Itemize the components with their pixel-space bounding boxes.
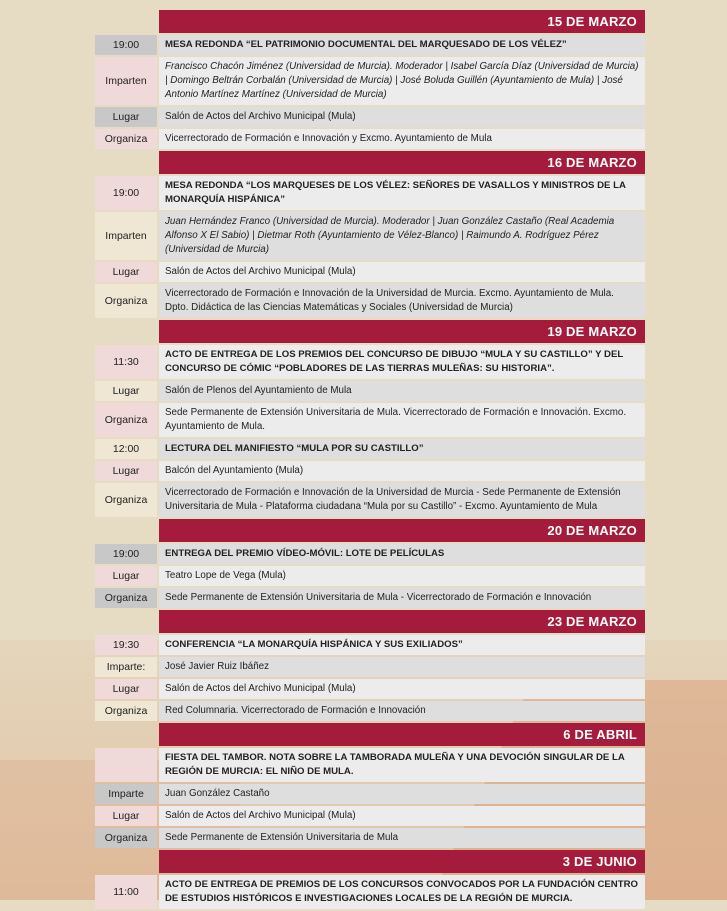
row-label <box>95 748 157 782</box>
row-value: LECTURA DEL MANIFIESTO “MULA POR SU CASTILLO” <box>159 439 645 459</box>
row-value: Red Columnaria. Vicerrectorado de Formación e Innovación <box>159 701 645 721</box>
row-value: Vicerrectorado de Formación e Innovación de la Universidad de Murcia. Excmo. Ayuntamiento de Mula. Dpto. Didáctica de las Ciencias Matemáticas y Sociales (Universidad de Murcia) <box>159 284 645 318</box>
row-value: ACTO DE ENTREGA DE PREMIOS DE LOS CONCURSOS CONVOCADOS POR LA FUNDACIÓN CENTRO DE ESTUDIOS HISTÓRICOS E INVESTIGACIONES LOCALES DE LA REGIÓN DE MURCIA. <box>159 875 645 909</box>
row-value: Sede Permanente de Extensión Universitaria de Mula <box>159 828 645 848</box>
schedule-row <box>95 107 645 127</box>
row-value: CONFERENCIA “LA MONARQUÍA HISPÁNICA Y SUS EXILIADOS” <box>159 635 645 655</box>
schedule-table <box>95 10 645 911</box>
row-label: 19:00 <box>95 176 157 210</box>
row-label: Organiza <box>95 701 157 721</box>
row-value: MESA REDONDA “EL PATRIMONIO DOCUMENTAL DEL MARQUESADO DE LOS VÉLEZ” <box>159 35 645 55</box>
row-value: Sede Permanente de Extensión Universitaria de Mula. Vicerrectorado de Formación e Innovación. Excmo. Ayuntamiento de Mula. <box>159 403 645 437</box>
schedule-row <box>95 679 645 699</box>
schedule-row <box>95 262 645 282</box>
date-header: 15 DE MARZO <box>159 10 645 33</box>
schedule-row <box>95 701 645 721</box>
schedule-day <box>95 151 645 320</box>
row-value: Balcón del Ayuntamiento (Mula) <box>159 461 645 481</box>
schedule-day <box>95 610 645 723</box>
row-value: José Javier Ruiz Ibáñez <box>159 657 645 677</box>
row-label: 19:00 <box>95 544 157 564</box>
schedule-day <box>95 10 645 151</box>
row-label: Organiza <box>95 284 157 318</box>
row-label: 19:00 <box>95 35 157 55</box>
row-value: MESA REDONDA “LOS MARQUESES DE LOS VÉLEZ: SEÑORES DE VASALLOS Y MINISTROS DE LA MONARQUÍA HISPÁNICA” <box>159 176 645 210</box>
row-label: Organiza <box>95 403 157 437</box>
row-label: Organiza <box>95 828 157 848</box>
row-value: Juan González Castaño <box>159 784 645 804</box>
row-label: 19:30 <box>95 635 157 655</box>
date-header: 6 DE ABRIL <box>159 723 645 746</box>
date-header: 3 DE JUNIO <box>159 850 645 873</box>
schedule-row <box>95 129 645 149</box>
row-value: Teatro Lope de Vega (Mula) <box>159 566 645 586</box>
schedule-day <box>95 320 645 519</box>
schedule-row <box>95 784 645 804</box>
row-value: FIESTA DEL TAMBOR. NOTA SOBRE LA TAMBORADA MULEÑA Y UNA DEVOCIÓN SINGULAR DE LA REGIÓN DE MURCIA: EL NIÑO DE MULA. <box>159 748 645 782</box>
schedule-day <box>95 723 645 850</box>
date-header: 20 DE MARZO <box>159 519 645 542</box>
schedule-row <box>95 176 645 210</box>
row-label: Imparte <box>95 784 157 804</box>
row-label: Organiza <box>95 129 157 149</box>
row-value: ACTO DE ENTREGA DE LOS PREMIOS DEL CONCURSO DE DIBUJO “MULA Y SU CASTILLO” Y DEL CONCURSO DE CÓMIC “POBLADORES DE LAS TIERRAS MULEÑAS: SU HISTORIA”. <box>159 345 645 379</box>
row-value: Salón de Actos del Archivo Municipal (Mula) <box>159 806 645 826</box>
row-value: Vicerrectorado de Formación e Innovación y Excmo. Ayuntamiento de Mula <box>159 129 645 149</box>
schedule-row <box>95 828 645 848</box>
row-label: Lugar <box>95 262 157 282</box>
schedule-row <box>95 806 645 826</box>
row-label: Lugar <box>95 461 157 481</box>
row-label: Imparte: <box>95 657 157 677</box>
row-value: Salón de Actos del Archivo Municipal (Mula) <box>159 262 645 282</box>
row-label: Imparten <box>95 57 157 105</box>
row-label: Organiza <box>95 483 157 517</box>
schedule-row <box>95 588 645 608</box>
date-header: 19 DE MARZO <box>159 320 645 343</box>
row-value: Juan Hernández Franco (Universidad de Murcia). Moderador | Juan González Castaño (Real Academia Alfonso X El Sabio) | Dietmar Roth (Ayuntamiento de Vélez-Blanco) | Raimundo A. Rodríguez Pérez (Universidad de Murcia) <box>159 212 645 260</box>
schedule-row <box>95 35 645 55</box>
row-value: ENTREGA DEL PREMIO VÍDEO-MÓVIL: LOTE DE PELÍCULAS <box>159 544 645 564</box>
schedule-row <box>95 403 645 437</box>
row-value: Francisco Chacón Jiménez (Universidad de Murcia). Moderador | Isabel García Díaz (Universidad de Murcia) | Domingo Beltrán Corbalán (Universidad de Murcia) | José Boluda Guillén (Ayuntamiento de Mula) | José Antonio Martínez Martínez (Universidad de Murcia) <box>159 57 645 105</box>
row-value: Vicerrectorado de Formación e Innovación de la Universidad de Murcia - Sede Permanente de Extensión Universitaria de Mula - Plataforma ciudadana “Mula por su Castillo” - Excmo. Ayuntamiento de Mula <box>159 483 645 517</box>
row-label: Imparten <box>95 212 157 260</box>
schedule-row <box>95 748 645 782</box>
schedule-day <box>95 850 645 911</box>
schedule-row <box>95 461 645 481</box>
schedule-row <box>95 483 645 517</box>
schedule-row <box>95 544 645 564</box>
date-header: 23 DE MARZO <box>159 610 645 633</box>
row-label: Lugar <box>95 107 157 127</box>
row-label: 11:30 <box>95 345 157 379</box>
row-label: Lugar <box>95 566 157 586</box>
date-header: 16 DE MARZO <box>159 151 645 174</box>
schedule-row <box>95 381 645 401</box>
schedule-row <box>95 284 645 318</box>
schedule-row <box>95 635 645 655</box>
schedule-row <box>95 657 645 677</box>
schedule-row <box>95 345 645 379</box>
row-label: Organiza <box>95 588 157 608</box>
schedule-row <box>95 57 645 105</box>
row-value: Salón de Actos del Archivo Municipal (Mula) <box>159 107 645 127</box>
row-value: Sede Permanente de Extensión Universitaria de Mula - Vicerrectorado de Formación e Innovación <box>159 588 645 608</box>
row-label: 11:00 <box>95 875 157 909</box>
schedule-row <box>95 875 645 909</box>
row-value: Salón de Plenos del Ayuntamiento de Mula <box>159 381 645 401</box>
schedule-row <box>95 566 645 586</box>
row-value: Salón de Actos del Archivo Municipal (Mula) <box>159 679 645 699</box>
schedule-row <box>95 439 645 459</box>
row-label: Lugar <box>95 381 157 401</box>
row-label: 12:00 <box>95 439 157 459</box>
row-label: Lugar <box>95 806 157 826</box>
row-label: Lugar <box>95 679 157 699</box>
schedule-row <box>95 212 645 260</box>
schedule-day <box>95 519 645 610</box>
